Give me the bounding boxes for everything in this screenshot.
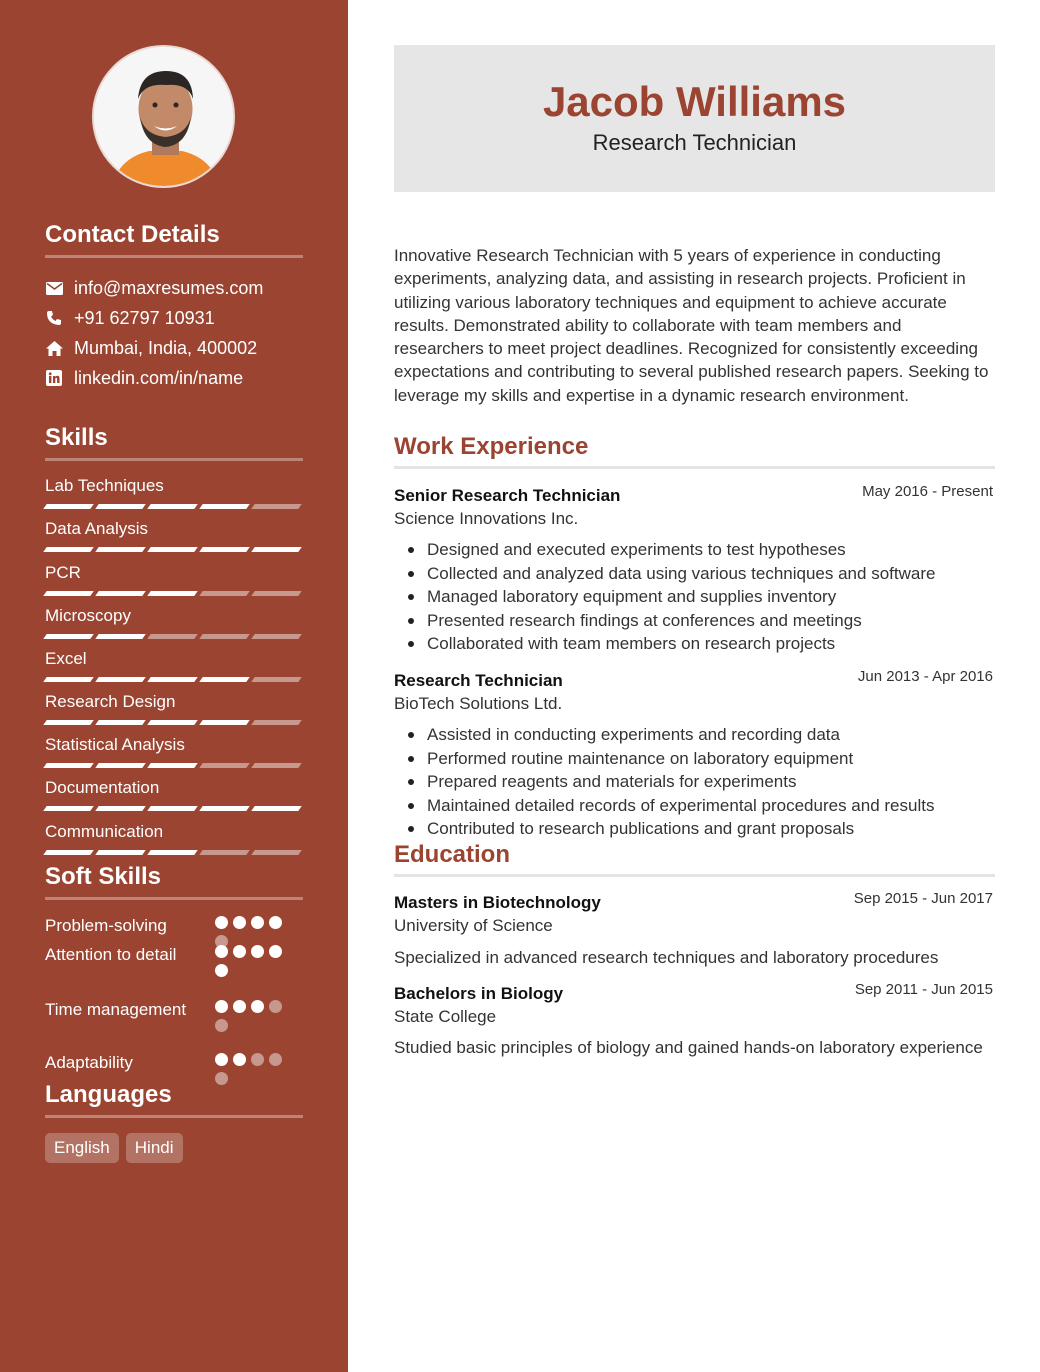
- rating-dot: [251, 916, 264, 929]
- skill-bar-segment: [251, 634, 302, 639]
- skill-bar-segment: [199, 591, 250, 596]
- skill-label: PCR: [45, 563, 81, 582]
- skill-level-bar: [45, 547, 303, 552]
- skill-item: [45, 691, 303, 725]
- skill-bar-segment: [199, 504, 250, 509]
- phone-icon: [45, 309, 63, 327]
- list-item: Designed and executed experiments to test hypotheses: [394, 538, 995, 562]
- skill-label: Lab Techniques: [45, 476, 164, 495]
- education-description: Specialized in advanced research techniques and laboratory procedures: [394, 948, 939, 967]
- skill-bar-segment: [147, 504, 198, 509]
- rating-dot: [251, 1000, 264, 1013]
- rating-dot: [269, 1053, 282, 1066]
- job-dates: Jun 2013 - Apr 2016: [857, 668, 993, 685]
- name-header: [394, 45, 995, 192]
- skill-bar-segment: [251, 504, 302, 509]
- soft-skill-rating: [215, 1000, 287, 1032]
- soft-skill-label: Adaptability: [45, 1053, 133, 1072]
- skill-bar-segment: [251, 547, 302, 552]
- skill-bar-segment: [95, 720, 146, 725]
- skill-bar-segment: [199, 763, 250, 768]
- skill-bar-segment: [95, 850, 146, 855]
- list-item: Assisted in conducting experiments and recording data: [394, 723, 995, 747]
- skill-bar-segment: [43, 591, 94, 596]
- skill-bar-segment: [95, 763, 146, 768]
- language-tag: Hindi: [126, 1133, 183, 1163]
- soft-skills-section-title: Soft Skills: [45, 863, 303, 900]
- skill-level-bar: [45, 504, 303, 509]
- soft-skill-rating: [215, 945, 287, 977]
- skill-bar-segment: [147, 763, 198, 768]
- rating-dot: [233, 1000, 246, 1013]
- education-dates: Sep 2011 - Jun 2015: [854, 981, 993, 998]
- rating-dot: [233, 1053, 246, 1066]
- skill-item: [45, 605, 303, 639]
- skill-level-bar: [45, 591, 303, 596]
- rating-dot: [215, 916, 228, 929]
- rating-dot: [215, 1053, 228, 1066]
- envelope-icon: [45, 279, 63, 297]
- skill-bar-segment: [43, 720, 94, 725]
- contact-email[interactable]: [45, 277, 263, 299]
- skill-bar-segment: [95, 504, 146, 509]
- contact-address: [45, 337, 257, 359]
- list-item: Performed routine maintenance on laboratory equipment: [394, 747, 995, 771]
- soft-skill-item: [45, 914, 303, 938]
- skill-level-bar: [45, 763, 303, 768]
- skills-section-title: Skills: [45, 424, 303, 461]
- rating-dot: [251, 1053, 264, 1066]
- skill-item: [45, 475, 303, 509]
- skill-level-bar: [45, 634, 303, 639]
- skill-label: Statistical Analysis: [45, 735, 185, 754]
- education-degree: Masters in Biotechnology: [394, 893, 601, 912]
- skill-bar-segment: [251, 677, 302, 682]
- contact-linkedin-text: linkedin.com/in/name: [74, 367, 244, 388]
- skill-bar-segment: [43, 504, 94, 509]
- list-item: Managed laboratory equipment and supplies inventory: [394, 585, 995, 609]
- education-dates: Sep 2015 - Jun 2017: [853, 890, 993, 907]
- contact-phone-text: +91 62797 10931: [74, 307, 215, 328]
- candidate-name: Jacob Williams: [542, 78, 847, 125]
- skill-bar-segment: [43, 547, 94, 552]
- rating-dot: [215, 1000, 228, 1013]
- skill-bar-segment: [251, 591, 302, 596]
- skill-item: [45, 821, 303, 855]
- skill-bar-segment: [43, 763, 94, 768]
- rating-dot: [233, 916, 246, 929]
- skill-label: Microscopy: [45, 606, 131, 625]
- profile-photo: [92, 45, 235, 188]
- skill-label: Communication: [45, 822, 164, 841]
- skill-level-bar: [45, 850, 303, 855]
- skill-bar-segment: [43, 634, 94, 639]
- skill-bar-segment: [43, 850, 94, 855]
- contact-address-text: Mumbai, India, 400002: [74, 337, 258, 358]
- skill-label: Research Design: [45, 692, 176, 711]
- skill-bar-segment: [199, 850, 250, 855]
- skill-bar-segment: [199, 806, 250, 811]
- skill-bar-segment: [43, 677, 94, 682]
- skill-bar-segment: [43, 806, 94, 811]
- sidebar: [0, 0, 348, 1372]
- list-item: Collected and analyzed data using various techniques and software: [394, 562, 995, 586]
- soft-skill-label: Attention to detail: [45, 945, 177, 964]
- contact-phone[interactable]: [45, 307, 215, 329]
- list-item: Contributed to research publications and grant proposals: [394, 817, 995, 841]
- soft-skill-item: [45, 1051, 303, 1075]
- language-tag: English: [45, 1133, 119, 1163]
- education-school: University of Science: [394, 916, 553, 935]
- list-item: Presented research findings at conferences and meetings: [394, 609, 995, 633]
- skill-bar-segment: [199, 677, 250, 682]
- rating-dot: [215, 964, 228, 977]
- job-dates: May 2016 - Present: [862, 483, 993, 500]
- job-company: BioTech Solutions Ltd.: [394, 694, 563, 713]
- language-list: [45, 1133, 183, 1163]
- skill-item: [45, 648, 303, 682]
- skill-bar-segment: [251, 850, 302, 855]
- job-role: Research Technician: [394, 671, 563, 690]
- skill-bar-segment: [95, 547, 146, 552]
- list-item: Collaborated with team members on research projects: [394, 632, 995, 656]
- contact-email-text: info@maxresumes.com: [74, 277, 264, 298]
- job-header: [394, 668, 995, 693]
- job-header: [394, 483, 995, 508]
- skill-bar-segment: [147, 806, 198, 811]
- skill-label: Data Analysis: [45, 519, 148, 538]
- skill-bar-segment: [95, 591, 146, 596]
- job-company: Science Innovations Inc.: [394, 509, 579, 528]
- skill-label: Documentation: [45, 778, 160, 797]
- avatar-illustration: [94, 47, 235, 188]
- rating-dot: [233, 945, 246, 958]
- list-item: Maintained detailed records of experimental procedures and results: [394, 794, 995, 818]
- skill-bar-segment: [147, 591, 198, 596]
- skill-item: [45, 777, 303, 811]
- skill-bar-segment: [147, 677, 198, 682]
- job-role: Senior Research Technician: [394, 486, 621, 505]
- rating-dot: [269, 916, 282, 929]
- skill-level-bar: [45, 677, 303, 682]
- skill-bar-segment: [251, 806, 302, 811]
- skill-bar-segment: [95, 806, 146, 811]
- skill-bar-segment: [147, 634, 198, 639]
- skill-level-bar: [45, 806, 303, 811]
- skill-item: [45, 734, 303, 768]
- education-section-title: Education: [394, 841, 995, 877]
- job-bullets: [394, 538, 995, 656]
- education-header: [394, 981, 995, 1006]
- skill-label: Excel: [45, 649, 87, 668]
- job-bullets: [394, 723, 995, 841]
- candidate-title: Research Technician: [592, 130, 797, 155]
- soft-skill-item: [45, 998, 303, 1022]
- rating-dot: [215, 1019, 228, 1032]
- linkedin-icon: [45, 369, 63, 387]
- skill-item: [45, 518, 303, 552]
- education-degree: Bachelors in Biology: [394, 984, 564, 1003]
- soft-skill-label: Problem-solving: [45, 916, 167, 935]
- education-description: Studied basic principles of biology and gained hands-on laboratory experience: [394, 1038, 983, 1057]
- skill-bar-segment: [251, 763, 302, 768]
- skill-item: [45, 562, 303, 596]
- rating-dot: [269, 1000, 282, 1013]
- skill-bar-segment: [95, 634, 146, 639]
- home-icon: [45, 339, 63, 357]
- rating-dot: [215, 945, 228, 958]
- languages-section-title: Languages: [45, 1081, 303, 1118]
- skill-bar-segment: [95, 677, 146, 682]
- contact-section-title: Contact Details: [45, 221, 303, 258]
- list-item: Prepared reagents and materials for experiments: [394, 770, 995, 794]
- rating-dot: [251, 945, 264, 958]
- summary-text: Innovative Research Technician with 5 years of experience in conducting experiments, analyzing data, and assisting in research projects. Proficient in utilizing various laboratory techniques and equipment to achieve accurate results. Demonstrated ability to collaborate with team members and researchers to meet project deadlines. Recognized for consistently exceeding expectations and contributing to several published research papers. Seeking to leverage my skills and expertise in a dynamic research environment.: [394, 246, 989, 405]
- skill-bar-segment: [147, 720, 198, 725]
- rating-dot: [269, 945, 282, 958]
- skill-bar-segment: [147, 850, 198, 855]
- skill-level-bar: [45, 720, 303, 725]
- soft-skill-item: [45, 943, 303, 967]
- skill-bar-segment: [199, 720, 250, 725]
- soft-skill-label: Time management: [45, 1000, 187, 1019]
- education-header: [394, 890, 995, 915]
- education-school: State College: [394, 1007, 497, 1026]
- skill-bar-segment: [199, 634, 250, 639]
- skill-bar-segment: [147, 547, 198, 552]
- contact-linkedin[interactable]: [45, 367, 243, 389]
- work-section-title: Work Experience: [394, 433, 995, 469]
- skill-bar-segment: [199, 547, 250, 552]
- skill-bar-segment: [251, 720, 302, 725]
